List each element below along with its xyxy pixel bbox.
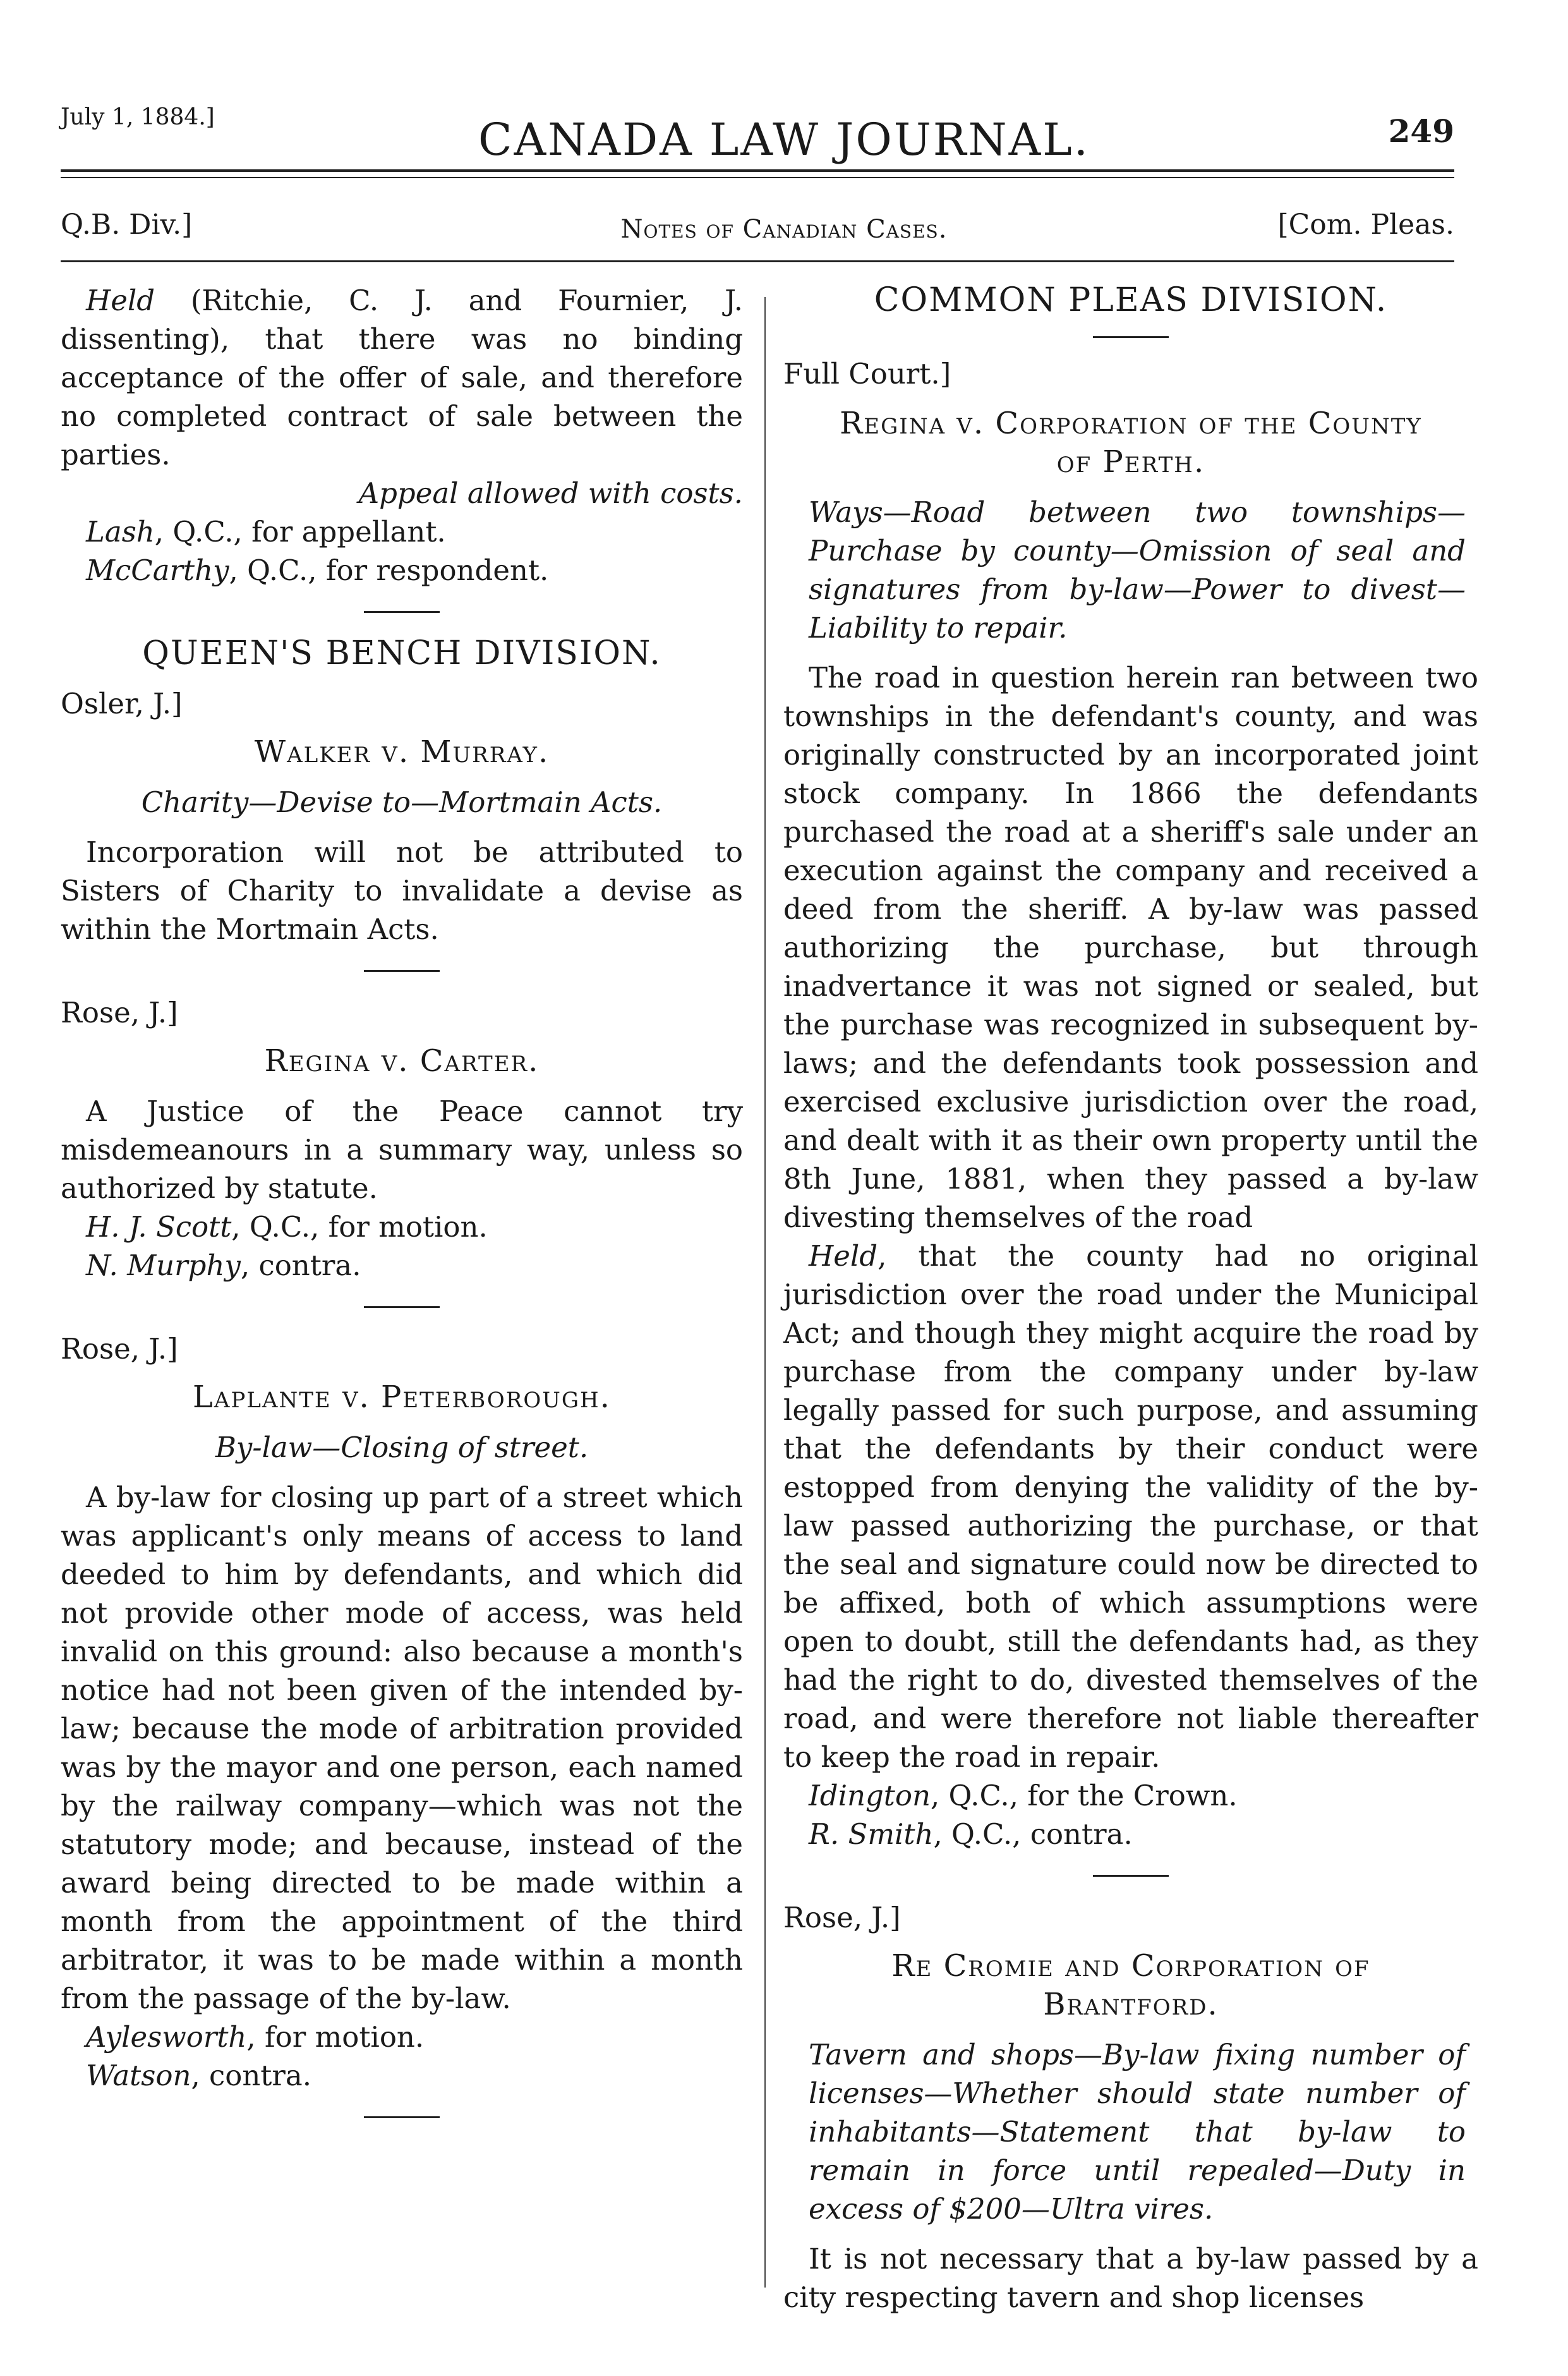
counsel-line: N. Murphy, contra. [86, 1249, 361, 1282]
appeal-result: Appeal allowed with costs. [358, 476, 743, 510]
counsel-line: McCarthy, Q.C., for respondent. [86, 554, 549, 587]
judge-line: Osler, J.] [61, 687, 183, 720]
judge-line: Rose, J.] [61, 996, 178, 1029]
section-heading: COMMON PLEAS DIVISION. [874, 281, 1388, 319]
separator [364, 2116, 440, 2118]
header-rule [61, 169, 1454, 172]
separator [1093, 336, 1169, 338]
counsel-line: Lash, Q.C., for appellant. [86, 515, 446, 549]
case-body: A by-law for closing up part of a street which was applicant's only means of access to land deeded to him by defendants, and which did not provide other mode of access, was held invalid on this ground: also because a month's notice had not been given of the intended by-law; because the mode of arbitration provided was by the mayor and one person, each named by the railway company—which was not the statutory mode; and because, instead of the award being directed to be made within a month from the appointment of the third arbitrator, it was to be made within a month from the passage of the by-law. [61, 1481, 743, 2015]
case-title: Regina v. Corporation of the County [840, 406, 1422, 441]
held-paragraph: Held (Ritchie, C. J. and Fournier, J. dissenting), that there was no binding acceptance of the offer of sale, and therefore no completed contract of sale between the parties. [61, 284, 743, 471]
issue-date: July 1, 1884.] [61, 104, 215, 130]
catchwords: Charity—Devise to—Mortmain Acts. [141, 785, 663, 819]
running-head-right: [Com. Pleas. [1277, 209, 1454, 241]
catchwords: By-law—Closing of street. [215, 1431, 589, 1464]
counsel-line: R. Smith, Q.C., contra. [809, 1817, 1133, 1851]
counsel-line: Watson, contra. [86, 2059, 312, 2092]
case-body: A Justice of the Peace cannot try misdemeanours in a summary way, unless so authorized by statute. [61, 1094, 743, 1205]
case-title: Laplante v. Peterborough. [193, 1379, 611, 1415]
running-head-left: Q.B. Div.] [61, 209, 193, 241]
judge-line: Rose, J.] [61, 1332, 178, 1366]
court-line: Full Court.] [783, 357, 951, 391]
header-rule-thin [61, 177, 1454, 178]
case-body: Incorporation will not be attributed to Sisters of Charity to invalidate a devise as within the Mortmain Acts. [61, 835, 743, 946]
case-title-cont: Brantford. [1043, 1987, 1219, 2022]
separator [364, 1306, 440, 1308]
case-body: It is not necessary that a by-law passed by a city respecting tavern and shop licenses [783, 2242, 1478, 2314]
counsel-line: H. J. Scott, Q.C., for motion. [86, 1210, 488, 1244]
separator [364, 970, 440, 972]
counsel-line: Aylesworth, for motion. [86, 2020, 425, 2054]
separator [1093, 1875, 1169, 1877]
catchwords: Ways—Road between two townships—Purchase by county—Omission of seal and signatures from by-law—Power to divest—Liability to repair. [809, 495, 1466, 645]
left-column [61, 281, 743, 2140]
case-title: Re Cromie and Corporation of [891, 1948, 1370, 1984]
judge-line: Rose, J.] [783, 1901, 901, 1934]
right-column [783, 281, 1478, 2317]
case-title-cont: of Perth. [1056, 444, 1205, 480]
running-head-rule [61, 260, 1454, 262]
case-title: Regina v. Carter. [264, 1043, 540, 1079]
column-divider [764, 297, 766, 2288]
case-body: The road in question herein ran between two townships in the defendant's county, and was originally constructed by an incorporated joint stock company. In 1866 the defendants purchased the road at a sheriff's sale under an execution against the company and received a deed from the sheriff. A by-law was passed authorizing the purchase, but through inadvertance it was not signed or sealed, but the purchase was recognized in subsequent by-laws; and the defendants took possession and exercised exclusive jurisdiction over the road, and dealt with it as their own property until the 8th June, 1881, when they passed a by-law divesting themselves of the road [783, 661, 1478, 1234]
page-number: 249 [1388, 112, 1454, 150]
case-title: Walker v. Murray. [254, 734, 550, 770]
catchwords: Tavern and shops—By-law fixing number of licenses—Whether should state number of inhabitants—Statement that by-law to remain in force until repealed—Duty in excess of $200—Ultra vires. [809, 2038, 1466, 2226]
separator [364, 611, 440, 613]
held-paragraph: Held, that the county had no original jurisdiction over the road under the Municipal Act; and though they might acquire the road by purchase from the company under by-law legally passed for such purpose, and assuming that the defendants by their conduct were estopped from denying the validity of the by-law passed authorizing the purchase, or that the seal and signature could now be directed to be affixed, both of which assumptions were open to doubt, still the defendants had, as they had the right to do, divested themselves of the road, and were therefore not liable thereafter to keep the road in repair. [783, 1239, 1478, 1774]
section-heading: QUEEN'S BENCH DIVISION. [142, 634, 661, 672]
running-head-center: Notes of Canadian Cases. [620, 215, 948, 244]
journal-title: CANADA LAW JOURNAL. [478, 114, 1090, 166]
counsel-line: Idington, Q.C., for the Crown. [809, 1779, 1238, 1812]
